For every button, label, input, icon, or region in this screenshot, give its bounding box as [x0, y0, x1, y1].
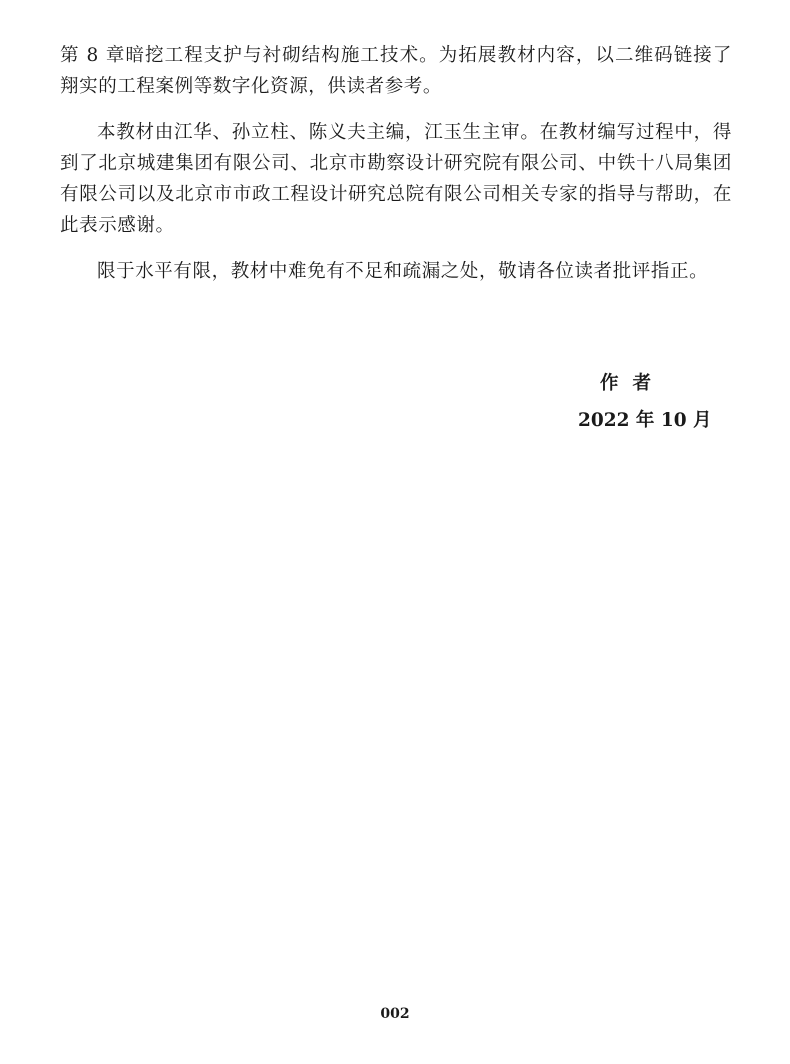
- signature-date: 2022 年 10 月: [578, 410, 712, 431]
- signature-author: 作者: [600, 373, 666, 394]
- paragraph-acknowledgements: 本教材由江华、孙立柱、陈义夫主编，江玉生主审。在教材编写过程中，得到了北京城建集团有限公司、北京市勘察设计研究院有限公司、中铁十八局集团有限公司以及北京市市政工程设计研究总院有限公司相关专家的指导与帮助，在此表示感谢。: [60, 122, 732, 236]
- page-number: 002: [380, 1006, 410, 1022]
- paragraph-chapter-8-summary: 第 8 章暗挖工程支护与衬砌结构施工技术。为拓展教材内容，以二维码链接了翔实的工程案例等数字化资源，供读者参考。: [60, 45, 732, 97]
- paragraph-closing-remark: 限于水平有限，教材中难免有不足和疏漏之处，敬请各位读者批评指正。: [97, 261, 709, 282]
